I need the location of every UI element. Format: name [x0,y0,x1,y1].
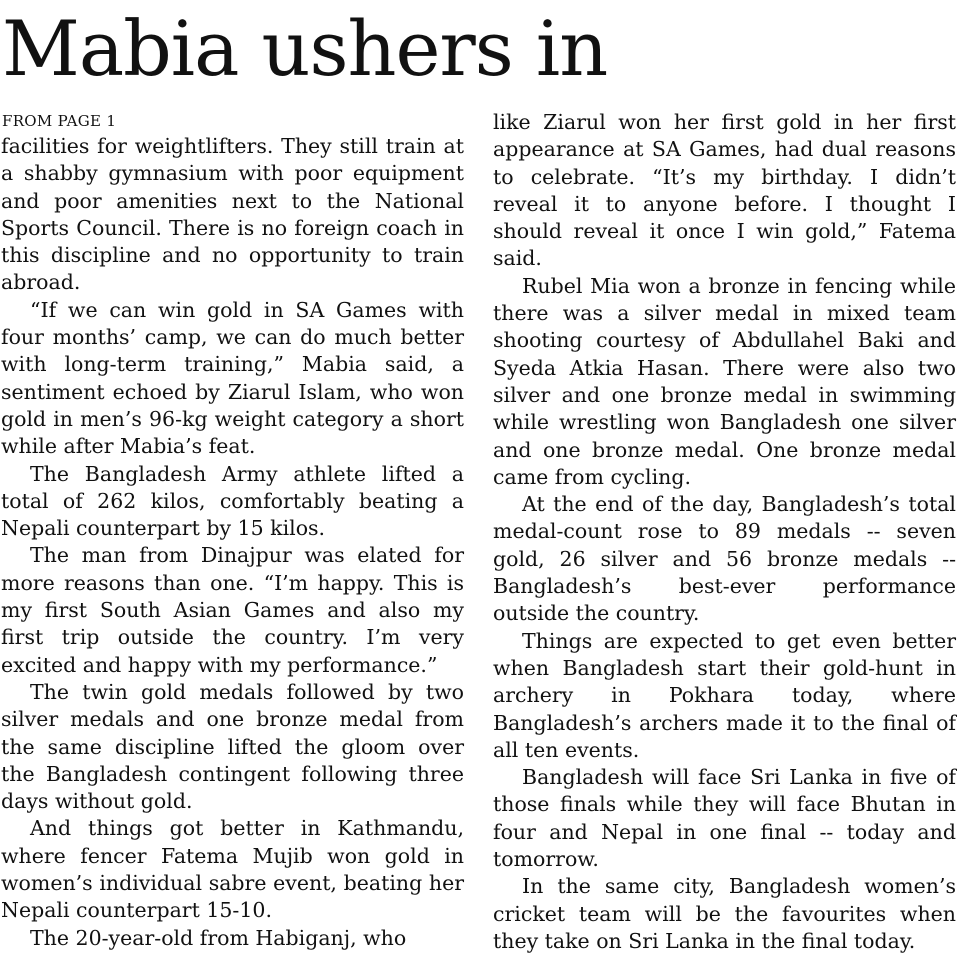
paragraph: At the end of the day, Bangladesh’s total medal-count rose to 89 medals -- seven gold, 26 silver and 56 bronze medals -- Bangladesh’s best-ever performance outside the country. [493,492,956,626]
paragraph: “If we can win gold in SA Games with four months’ camp, we can do much better with long-term training,” Mabia said, a sentiment echoed by Ziarul Islam, who won gold in men’s 96-kg weight category a short while after Mabia’s feat. [1,297,464,459]
paragraph: The Bangladesh Army athlete lifted a total of 262 kilos, comfortably beating a Nepali counterpart by 15 kilos. [1,461,464,541]
paragraph: The twin gold medals followed by two silver medals and one bronze medal from the same discipline lifted the gloom over the Bangladesh contingent following three days without gold. [1,679,464,814]
article-column-left [1,133,464,952]
paragraph: like Ziarul won her first gold in her first appearance at SA Games, had dual reasons to celebrate. “It’s my birthday. I didn’t reveal it to anyone before. I thought I should reveal it once I win gold,” Fatema said. [493,110,956,271]
paragraph: The 20-year-old from Habiganj, who [30,925,407,950]
paragraph: The man from Dinajpur was elated for more reasons than one. “I’m happy. This is my first South Asian Games and also my first trip outside the country. I’m very excited and happy with my performance.” [1,543,464,677]
paragraph: Things are expected to get even better when Bangladesh start their gold-hunt in archery in Pokhara today, where Bangladesh’s archers made it to the final of all ten events. [493,628,956,762]
paragraph: And things got better in Kathmandu, where fencer Fatema Mujib won gold in women’s individual sabre event, beating her Nepali counterpart 15-10. [1,816,464,923]
paragraph: facilities for weightlifters. They still train at a shabby gymnasium with poor equipment and poor amenities next to the National Sports Council. There is no foreign coach in this discipline and no opportunity to train abroad. [1,134,464,295]
paragraph: Bangladesh will face Sri Lanka in five of those finals while they will face Bhutan in four and Nepal in one final -- today and tomorrow. [493,765,956,872]
paragraph: In the same city, Bangladesh women’s cricket team will be the favourites when they take on Sri Lanka in the final today. [493,874,956,953]
article-column-right [493,109,956,955]
paragraph: Rubel Mia won a bronze in fencing while there was a silver medal in mixed team shooting courtesy of Abdullahel Baki and Syeda Atkia Hasan. There were also two silver and one bronze medal in swimming while wrestling won Bangladesh one silver and one bronze medal. One bronze medal came from cycling. [493,273,956,489]
continued-from-label: FROM PAGE 1 [2,112,117,130]
headline: Mabia ushers in [2,4,608,93]
